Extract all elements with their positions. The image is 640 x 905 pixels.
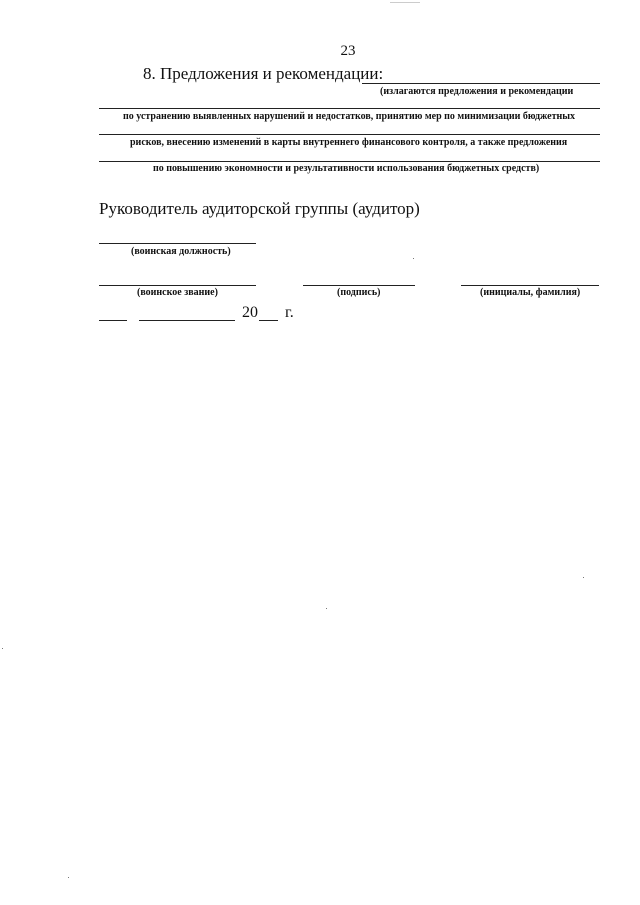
scan-speck xyxy=(413,258,414,259)
date-year-line xyxy=(259,320,278,321)
scan-speck xyxy=(2,648,3,649)
signature-line xyxy=(303,285,415,286)
fill-line-1 xyxy=(99,108,600,109)
hint-line-3: рисков, внесению изменений в карты внутреннего финансового контроля, а также предложения xyxy=(130,137,568,148)
fill-line-2 xyxy=(99,134,600,135)
scan-speck xyxy=(68,877,69,878)
military-position-caption: (воинская должность) xyxy=(131,246,231,257)
date-month-line xyxy=(139,320,235,321)
signature-caption: (подпись) xyxy=(337,287,381,298)
fill-line-3 xyxy=(99,161,600,162)
date-year-prefix: 20 xyxy=(242,304,258,321)
military-rank-line xyxy=(99,285,256,286)
hint-line-1: (излагаются предложения и рекомендации xyxy=(380,86,574,97)
page-number: 23 xyxy=(340,43,356,59)
hint-line-4: по повышению экономности и результативности использования бюджетных средств) xyxy=(153,163,540,174)
initials-caption: (инициалы, фамилия) xyxy=(480,287,581,298)
scan-speck xyxy=(390,2,420,3)
leader-title: Руководитель аудиторской группы (аудитор) xyxy=(99,199,420,218)
section-title-fill-line xyxy=(362,83,600,84)
initials-line xyxy=(461,285,599,286)
section-title: 8. Предложения и рекомендации: xyxy=(143,64,384,83)
scan-speck xyxy=(326,608,327,609)
military-rank-caption: (воинское звание) xyxy=(137,287,218,298)
scan-speck xyxy=(583,577,584,578)
date-year-suffix: г. xyxy=(285,304,294,321)
date-day-line xyxy=(99,320,127,321)
hint-line-2: по устранению выявленных нарушений и недостатков, принятию мер по минимизации бюджетных xyxy=(123,111,576,122)
military-position-line xyxy=(99,243,256,244)
